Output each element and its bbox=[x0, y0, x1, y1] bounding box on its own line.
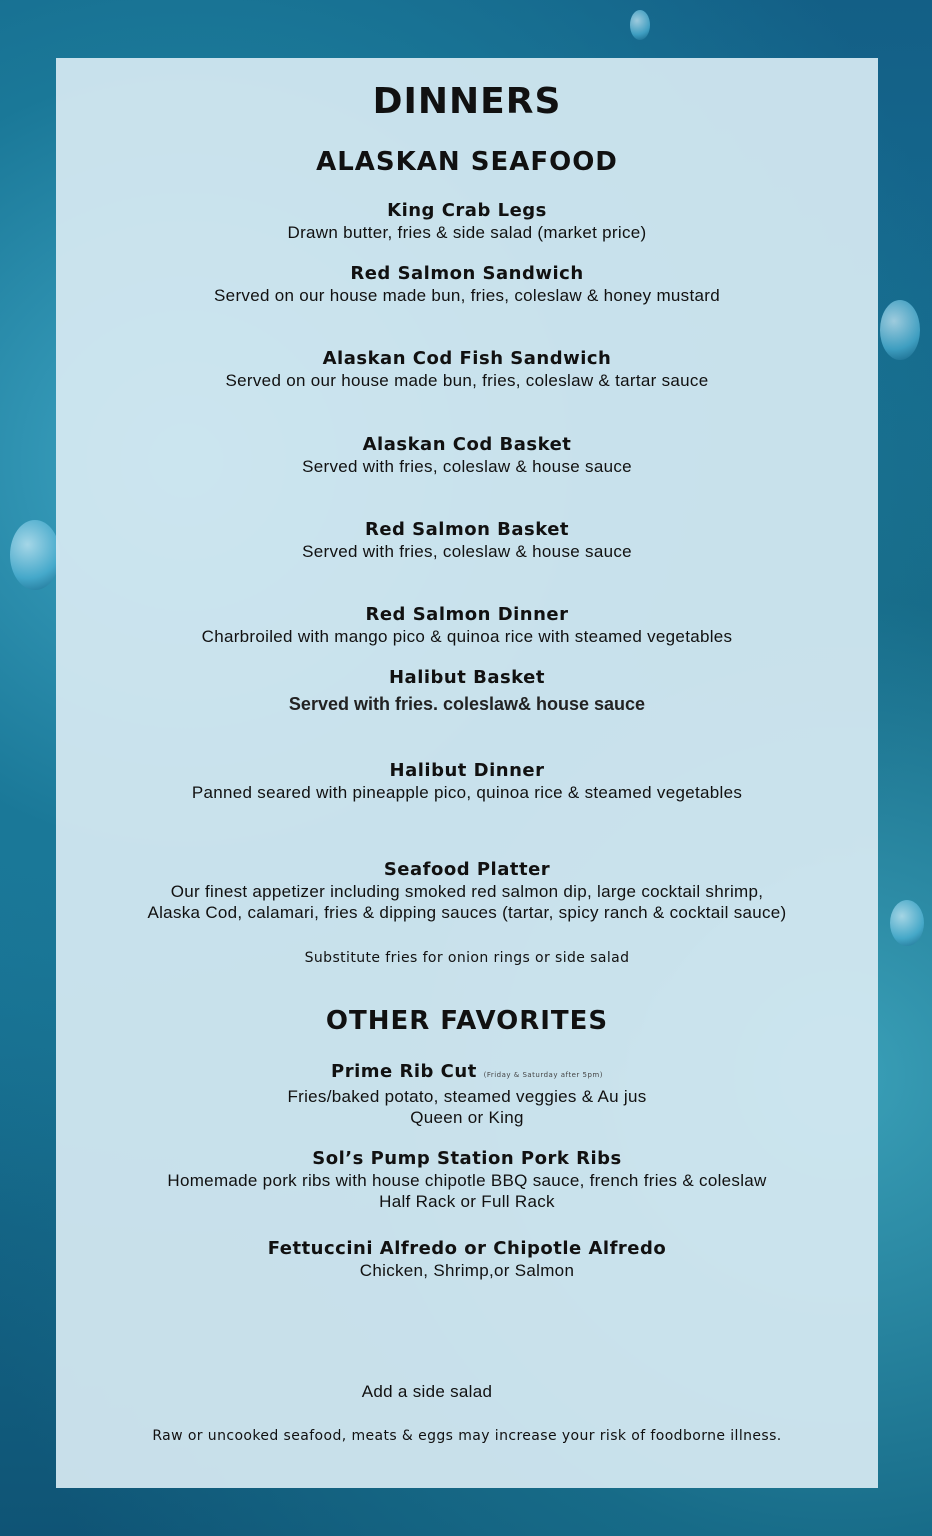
item-name: King Crab Legs bbox=[387, 200, 547, 221]
item-name: Sol’s Pump Station Pork Ribs bbox=[312, 1148, 622, 1169]
item-desc: Our finest appetizer including smoked red salmon dip, large cocktail shrimp, bbox=[170, 882, 764, 901]
section-heading-favorites: OTHER FAVORITES bbox=[325, 1006, 609, 1036]
item-options: Half Rack or Full Rack bbox=[379, 1192, 555, 1211]
menu-item bbox=[16, 200, 918, 243]
menu-panel bbox=[56, 58, 878, 1488]
menu-item bbox=[16, 1061, 918, 1128]
menu-item bbox=[16, 348, 918, 391]
page-title: DINNERS bbox=[372, 81, 562, 122]
item-name: Red Salmon Dinner bbox=[365, 604, 569, 625]
disclaimer: Raw or uncooked seafood, meats & eggs may increase your risk of foodborne illness. bbox=[152, 1428, 782, 1444]
menu-item bbox=[16, 434, 918, 477]
item-desc: Served with fries, coleslaw & house sauce bbox=[302, 457, 632, 476]
item-name: Fettuccini Alfredo or Chipotle Alfredo bbox=[267, 1238, 667, 1259]
item-desc: Served on our house made bun, fries, coleslaw & tartar sauce bbox=[225, 371, 709, 390]
menu-item bbox=[16, 760, 918, 803]
item-note: (Friday & Saturday after 5pm) bbox=[483, 1071, 603, 1079]
menu-item bbox=[16, 604, 918, 647]
menu-item bbox=[16, 519, 918, 562]
menu-item bbox=[16, 263, 918, 306]
side-salad-note: Add a side salad bbox=[361, 1382, 493, 1401]
item-name: Red Salmon Sandwich bbox=[350, 263, 584, 284]
item-name: Halibut Dinner bbox=[389, 760, 545, 781]
menu-item bbox=[16, 667, 918, 715]
item-name: Red Salmon Basket bbox=[364, 519, 570, 540]
item-desc: Served with fries, coleslaw & house sauce bbox=[302, 542, 632, 561]
item-desc: Served on our house made bun, fries, coleslaw & honey mustard bbox=[214, 286, 720, 305]
item-desc: Drawn butter, fries & side salad (market price) bbox=[287, 223, 647, 242]
item-desc: Served with fries. coleslaw& house sauce bbox=[288, 694, 646, 714]
item-desc: Homemade pork ribs with house chipotle BBQ sauce, french fries & coleslaw bbox=[167, 1171, 767, 1190]
item-name: Halibut Basket bbox=[388, 667, 545, 688]
item-name: Alaskan Cod Fish Sandwich bbox=[322, 348, 612, 369]
item-desc: Alaska Cod, calamari, fries & dipping sauces (tartar, spicy ranch & cocktail sauce) bbox=[147, 903, 787, 922]
menu-item bbox=[16, 1148, 918, 1212]
item-name: Alaskan Cod Basket bbox=[362, 434, 572, 455]
item-options: Queen or King bbox=[410, 1108, 524, 1127]
section-heading-seafood: ALASKAN SEAFOOD bbox=[316, 147, 618, 177]
menu-item bbox=[16, 859, 918, 923]
item-desc: Chicken, Shrimp,or Salmon bbox=[359, 1261, 575, 1280]
item-desc: Panned seared with pineapple pico, quinoa rice & steamed vegetables bbox=[191, 783, 743, 802]
item-desc: Charbroiled with mango pico & quinoa rice with steamed vegetables bbox=[201, 627, 733, 646]
substitute-note: Substitute fries for onion rings or side salad bbox=[304, 950, 630, 966]
item-name: Seafood Platter bbox=[383, 859, 551, 880]
menu-item bbox=[16, 1238, 918, 1281]
item-desc: Fries/baked potato, steamed veggies & Au jus bbox=[287, 1087, 647, 1106]
item-name: Prime Rib Cut bbox=[331, 1061, 477, 1082]
bubble-decoration bbox=[630, 10, 650, 40]
